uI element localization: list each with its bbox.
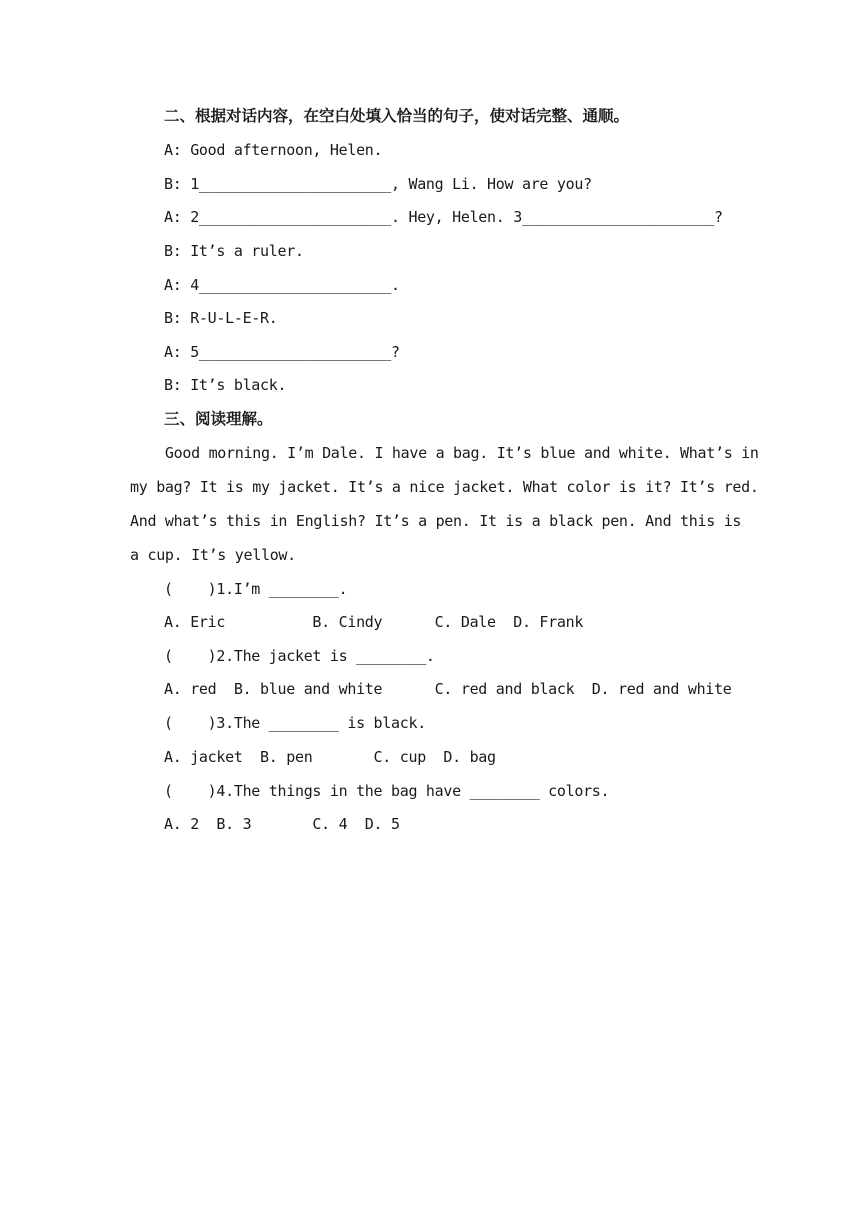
question-1-options: A. Eric B. Cindy C. Dale D. Frank <box>164 613 584 631</box>
question-3-options: A. jacket B. pen C. cup D. bag <box>164 748 496 766</box>
dialogue-line-2: B: 1______________________, Wang Li. How are you? <box>164 175 592 193</box>
dialogue-line-5: A: 4______________________. <box>164 276 400 294</box>
question-2-stem: ( )2.The jacket is ________. <box>164 647 435 665</box>
passage-line-3: And what’s this in English? It’s a pen. It is a black pen. And this is <box>130 512 742 530</box>
question-1-stem: ( )1.I’m ________. <box>164 580 348 598</box>
section3-heading: 三、阅读理解。 <box>164 410 273 428</box>
passage-line-1: Good morning. I’m Dale. I have a bag. It’s blue and white. What’s in <box>130 444 759 462</box>
dialogue-line-3: A: 2______________________. Hey, Helen. 3______________________? <box>164 208 723 226</box>
dialogue-line-4: B: It’s a ruler. <box>164 242 304 260</box>
question-3-stem: ( )3.The ________ is black. <box>164 714 426 732</box>
passage-line-4: a cup. It’s yellow. <box>130 546 296 564</box>
dialogue-line-1: A: Good afternoon, Helen. <box>164 141 383 159</box>
dialogue-line-8: B: It’s black. <box>164 376 287 394</box>
passage-line-2: my bag? It is my jacket. It’s a nice jacket. What color is it? It’s red. <box>130 478 759 496</box>
dialogue-line-6: B: R-U-L-E-R. <box>164 309 278 327</box>
section2-heading: 二、根据对话内容，在空白处填入恰当的句子，使对话完整、通顺。 <box>164 107 630 125</box>
question-4-stem: ( )4.The things in the bag have ________ colors. <box>164 782 610 800</box>
dialogue-line-7: A: 5______________________? <box>164 343 400 361</box>
question-4-options: A. 2 B. 3 C. 4 D. 5 <box>164 815 400 833</box>
question-2-options: A. red B. blue and white C. red and black D. red and white <box>164 680 732 698</box>
